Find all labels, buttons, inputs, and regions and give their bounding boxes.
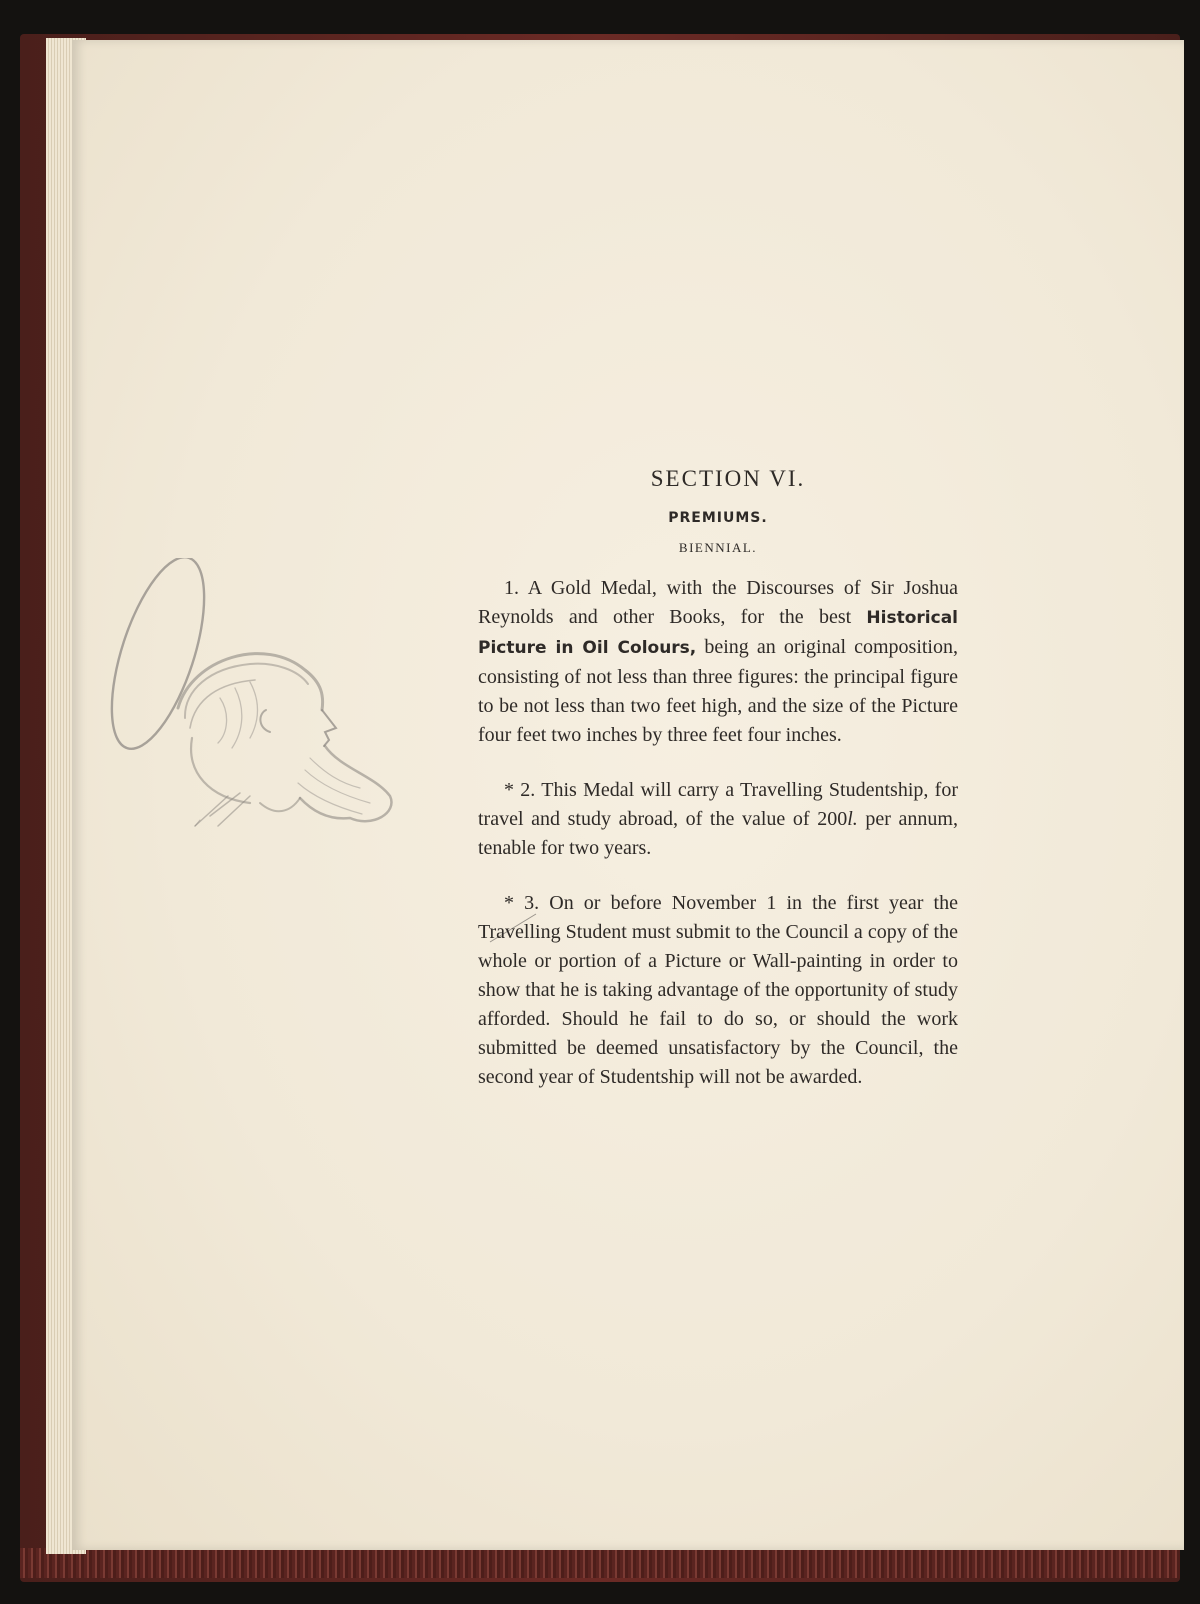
haloed-head-sketch-icon (100, 558, 410, 858)
paragraph-1-emphasis: Historical Picture in Oil Colours, (478, 608, 958, 658)
paragraph-2 (478, 776, 958, 863)
paragraph-3: * 3. On or before November 1 in the first year the Travelling Student must submit to the Council a copy of the whole or portion of a Picture or Wall-painting in order to show that he is taking advantage of the opportunity of study afforded. Should he fail to do so, or should the work submitted be deemed unsatisfactory by the Council, the second year of Studentship will not be awarded. (478, 892, 958, 1088)
page-text (478, 466, 958, 1118)
cover-bottom-edge (20, 1548, 1180, 1578)
section-category: BIENNIAL. (678, 540, 758, 555)
section-subtitle: PREMIUMS. (668, 510, 768, 526)
paragraph-2-lead: * 2. This Medal will carry a Travelling Studentship, for travel and study abroad, of the value of 200 (478, 779, 958, 830)
paragraph-2-rest: per annum, tenable for two years. (478, 808, 958, 859)
paragraph-1 (478, 574, 958, 750)
paragraph-1-lead: 1. A Gold Medal, with the Discourses of Sir Joshua Reynolds and other Books, for the best (478, 577, 958, 628)
paragraph-1-rest: being an original composition, consisting of not less than three figures: the principal figure to be not less than two feet high, and the size of the Picture four feet two inches by three feet four inches. (478, 636, 958, 746)
paragraph-2-unit: l. (847, 808, 858, 830)
section-title: SECTION VI. (650, 466, 806, 491)
